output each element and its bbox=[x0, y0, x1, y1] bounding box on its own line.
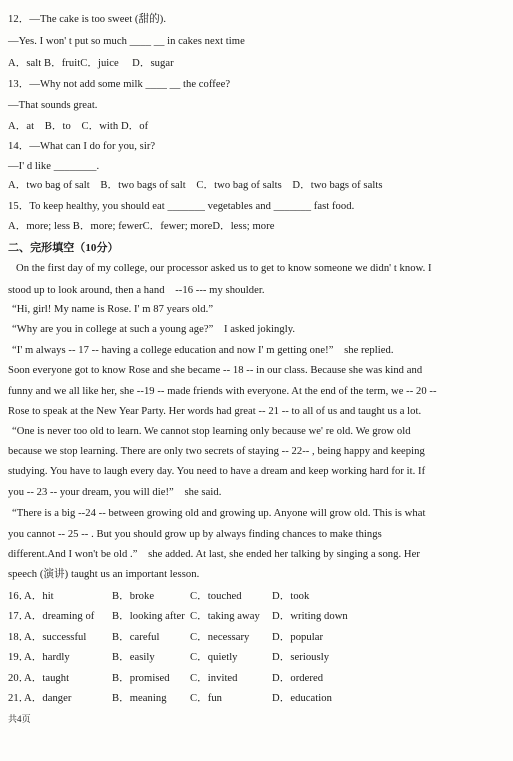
option-b: B．easily bbox=[112, 652, 155, 663]
option-b: B．looking after bbox=[112, 611, 185, 622]
option-a: A．hardly bbox=[24, 652, 70, 663]
option-number: 16． bbox=[8, 591, 30, 602]
option-a: A．hit bbox=[24, 591, 54, 602]
option-c: C．taking away bbox=[190, 611, 260, 622]
section-title: 二、完形填空（10分） bbox=[8, 242, 119, 254]
question-15-stem: 15．To keep healthy, you should eat _______ vegetables and _______ fast food. bbox=[8, 201, 355, 212]
passage-line: Rose to speak at the New Year Party. Her words had great -- 21 -- to all of us and taught us a lot. bbox=[8, 406, 422, 417]
option-number: 19． bbox=[8, 652, 30, 663]
option-c: C．quietly bbox=[190, 652, 238, 663]
passage-line: speech (演讲) taught us an important lesson. bbox=[8, 569, 200, 580]
question-12-stem: 12．—The cake is too sweet (甜的). bbox=[8, 14, 167, 25]
passage-line: stood up to look around, then a hand --16 --- my shoulder. bbox=[8, 285, 265, 296]
question-12-answer-line: —Yes. I won' t put so much ____ __ in cakes next time bbox=[8, 36, 245, 47]
option-row-16 bbox=[8, 591, 508, 603]
option-b: B．broke bbox=[112, 591, 155, 602]
passage-line: studying. You have to laugh every day. You need to have a dream and keep working hard for it. If bbox=[8, 466, 426, 477]
passage-line: “Why are you in college at such a young age?” I asked jokingly. bbox=[12, 324, 296, 335]
option-number: 21． bbox=[8, 693, 30, 704]
option-a: A．successful bbox=[24, 632, 87, 643]
passage-line: “Hi, girl! My name is Rose. I' m 87 years old.” bbox=[12, 304, 214, 315]
option-number: 17． bbox=[8, 611, 30, 622]
question-13-answer-line: —That sounds great. bbox=[8, 100, 98, 111]
option-row-18 bbox=[8, 632, 508, 644]
option-d: D．writing down bbox=[272, 611, 348, 622]
option-b: B．careful bbox=[112, 632, 160, 643]
page-footer: 共4页 bbox=[8, 714, 31, 724]
option-d: D．ordered bbox=[272, 673, 324, 684]
option-d: D．education bbox=[272, 693, 332, 704]
option-c: C．fun bbox=[190, 693, 223, 704]
passage-line: “There is a big --24 -- between growing old and growing up. Anyone will grow old. This is what bbox=[12, 508, 426, 519]
option-row-20 bbox=[8, 673, 508, 685]
question-12-options: A．salt B．fruitC．juice D．sugar bbox=[8, 58, 174, 69]
option-a: A．taught bbox=[24, 673, 70, 684]
passage-line: “I' m always -- 17 -- having a college education and now I' m getting one!” she replied. bbox=[12, 345, 394, 356]
passage-line: On the first day of my college, our processor asked us to get to know someone we didn' t know. I bbox=[16, 263, 432, 274]
passage-line: Soon everyone got to know Rose and she became -- 18 -- in our class. Because she was kind and bbox=[8, 365, 423, 376]
passage-line: “One is never too old to learn. We cannot stop learning only because we' re old. We grow old bbox=[12, 426, 411, 437]
option-c: C．invited bbox=[190, 673, 238, 684]
passage-line: because we stop learning. There are only two secrets of staying -- 22-- , being happy and keeping bbox=[8, 446, 425, 457]
passage-line: you cannot -- 25 -- . But you should grow up by always finding chances to make things bbox=[8, 529, 382, 540]
option-c: C．touched bbox=[190, 591, 242, 602]
question-13-options: A．at B．to C．with D．of bbox=[8, 121, 149, 132]
question-14-options: A．two bag of salt B．two bags of salt C．two bag of salts D．two bags of salts bbox=[8, 180, 383, 191]
option-row-21 bbox=[8, 693, 508, 705]
option-row-17 bbox=[8, 611, 508, 623]
option-a: A．danger bbox=[24, 693, 72, 704]
question-13-stem: 13．—Why not add some milk ____ __ the coffee? bbox=[8, 79, 231, 90]
option-a: A．dreaming of bbox=[24, 611, 95, 622]
option-d: D．took bbox=[272, 591, 310, 602]
option-number: 18． bbox=[8, 632, 30, 643]
option-row-19 bbox=[8, 652, 508, 664]
option-d: D．seriously bbox=[272, 652, 330, 663]
question-15-options: A．more; less B．more; fewerC．fewer; moreD．less; more bbox=[8, 221, 275, 232]
option-number: 20． bbox=[8, 673, 30, 684]
passage-line: you -- 23 -- your dream, you will die!” she said. bbox=[8, 487, 222, 498]
option-b: B．meaning bbox=[112, 693, 167, 704]
option-b: B．promised bbox=[112, 673, 170, 684]
question-14-answer-line: —I' d like ________. bbox=[8, 161, 100, 172]
passage-line: funny and we all like her, she --19 -- made friends with everyone. At the end of the term, we -- 20 -- bbox=[8, 386, 437, 397]
passage-line: different.And I won't be old .” she added. At last, she ended her talking by singing a song. Her bbox=[8, 549, 420, 560]
option-c: C．necessary bbox=[190, 632, 250, 643]
option-d: D．popular bbox=[272, 632, 324, 643]
question-14-stem: 14．—What can I do for you, sir? bbox=[8, 141, 156, 152]
